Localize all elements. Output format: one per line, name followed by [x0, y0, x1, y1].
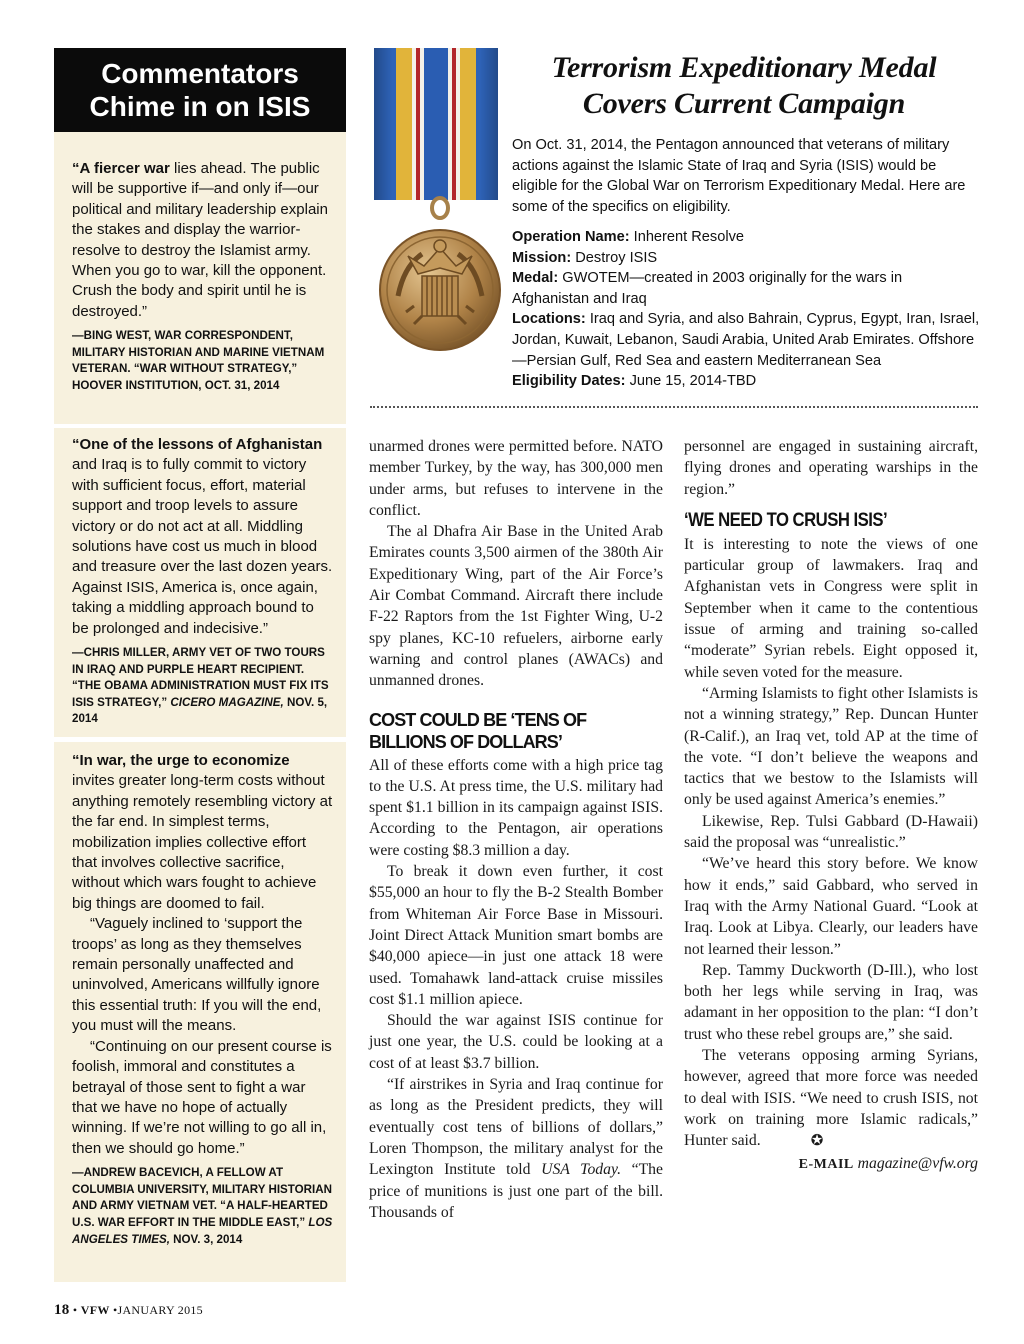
spec-label: Medal:: [512, 270, 559, 287]
spec-medal: [512, 268, 982, 309]
spec-value: Iraq and Syria, and also Bahrain, Cyprus, Egypt, Iran, Israel, Jordan, Kuwait, Lebanon, Saudi Arabia, United Arab Emirates. Offshore—Persian Gulf, Red Sea and eastern Mediterranean Sea: [512, 311, 980, 369]
email-address-link[interactable]: magazine@vfw.org: [857, 1154, 978, 1172]
paragraph-text: “The price of munitions is just one part of the bill. Thousands of: [369, 1161, 663, 1221]
medal-article-title: [510, 50, 978, 122]
spec-operation-name: [512, 227, 982, 248]
paragraph-text: “If airstrikes in Syria and Iraq continue for as long as the President predicts, they will eventually cost tens of billions of dollars,” Loren Thompson, the military analyst for the Lexington Institute told: [369, 1076, 663, 1179]
publication-name: LOS ANGELES TIMES,: [72, 1215, 333, 1246]
sidebar-title-line1: Commentators: [101, 58, 299, 89]
attribution-text: —CHRIS MILLER, ARMY VET OF TWO TOURS IN IRAQ AND PURPLE HEART RECIPIENT. “THE OBAMA ADMINISTRATION MUST FIX ITS ISIS STRATEGY,”: [72, 646, 329, 709]
attribution-date: NOV. 5, 2014: [72, 695, 328, 726]
article-paragraph: The al Dhafra Air Base in the United Arab Emirates counts 3,500 airmen of the 380th Air Expeditionary Wing, part of the Air Force’s Air Combat Command. Aircraft there include F-22 Raptors from the 1st Fighter Wing, U-2 spy planes, KC-10 refuelers, airborne early warning and control planes (AWACs) and unmanned drones.: [369, 523, 663, 690]
quote-lead: “A fiercer war: [72, 160, 170, 177]
quote-lead: “In war, the urge to economize: [72, 752, 290, 769]
quote-text: [72, 435, 334, 639]
page-number: 18: [54, 1302, 70, 1318]
article-paragraph: To break it down even further, it cost $55,000 an hour to fly the B-2 Stealth Bomber from Whiteman Air Force Base in Missouri. Joint Direct Attack Munition smart bombs are $40,000 apiece—in just one attack 18 were used. Tomahawk land-attack cruise missiles cost $1.1 million apiece.: [369, 863, 663, 1008]
subhead-crush-isis: ‘WE NEED TO CRUSH ISIS’: [684, 509, 888, 531]
quote-attribution: [72, 1165, 334, 1248]
attribution-date: NOV. 3, 2014: [169, 1232, 243, 1246]
publication-name: CICERO MAGAZINE,: [167, 695, 284, 709]
article-paragraph: “We’ve heard this story before. We know how it ends,” said Gabbard, who served in Iraq with the Army National Guard. “Look at Iraq. Look at Libya. Clearly, our leaders have not learned their lesson.”: [684, 855, 978, 958]
email-contact: [684, 1153, 978, 1175]
medal-image: [378, 196, 502, 372]
spec-value: Destroy ISIS: [571, 249, 658, 266]
article-paragraph: “Arming Islamists to fight other Islamists is not a winning strategy,” Rep. Duncan Hunter (R-Calif.), an Iraq vet, told AP at the time of the vote. “I don’t believe the weapons and tactics that we bestow to the Islamists will only be used against America’s enemies.”: [684, 684, 978, 809]
spec-value: June 15, 2014-TBD: [625, 373, 757, 390]
attribution-text: —ANDREW BACEVICH, A FELLOW AT COLUMBIA UNIVERSITY, MILITARY HISTORIAN AND ARMY VIETNAM VET. “A HALF-HEARTED U.S. WAR EFFORT IN THE MIDDLE EAST,”: [72, 1166, 333, 1229]
spec-locations: [512, 309, 982, 371]
spec-label: Operation Name:: [512, 229, 630, 245]
end-mark-icon: ✪: [810, 1131, 824, 1150]
article-paragraph: It is interesting to note the views of one particular group of lawmakers. Iraq and Afghanistan vets in Congress were split in September when it came to the contentious issue of arming and training so-called “moderate” Syrian rebels. Eight opposed it, while seven voted for the measure.: [684, 535, 978, 681]
article-paragraph: Should the war against ISIS continue for just one year, the U.S. could be looking at a cost of at least $3.7 billion.: [369, 1012, 663, 1072]
sidebar-title-line2: Chime in on ISIS: [89, 91, 311, 122]
quote-body: invites greater long-term costs without anything remotely resembling victory at the far end. In simplest terms, mobilization implies collective effort that involves collective sacrifice, without which wars fought to achieve big things are doomed to fail.: [72, 772, 333, 912]
folio-separator: •: [112, 1303, 118, 1317]
spec-value: GWOTEM—created in 2003 originally for the wars in Afghanistan and Iraq: [512, 270, 903, 307]
spec-label: Eligibility Dates:: [512, 373, 626, 390]
subhead-cost: COST COULD BE ‘TENS OF BILLIONS OF DOLLARS’: [369, 709, 587, 752]
email-label: E-MAIL: [798, 1156, 854, 1172]
sidebar-quote-box-3: [54, 742, 346, 1282]
sidebar-title: [54, 48, 346, 132]
quote-text: [72, 751, 334, 914]
quote-attribution: [72, 328, 334, 394]
article-paragraph: personnel are engaged in sustaining aircraft, flying drones and operating warships in the region.”: [684, 438, 978, 498]
publication-name: USA Today.: [541, 1161, 622, 1179]
article-column-1: [369, 436, 663, 1223]
medal-title-line1: Terrorism Expeditionary Medal: [551, 51, 937, 84]
article-paragraph: [684, 1045, 978, 1151]
spec-mission: [512, 248, 982, 269]
article-paragraph: Likewise, Rep. Tulsi Gabbard (D-Hawaii) said the proposal was “unrealistic.”: [684, 812, 978, 852]
eligibility-specs: [512, 227, 982, 392]
article-paragraph: unarmed drones were permitted before. NATO member Turkey, by the way, has 300,000 men under arms, but refuses to intervene in the conflict.: [369, 438, 663, 519]
spec-value: Inherent Resolve: [629, 229, 744, 245]
sidebar-quote-box-1: [54, 132, 346, 424]
section-divider: [370, 406, 978, 408]
spec-label: Locations:: [512, 311, 586, 328]
quote-paragraph: “Vaguely inclined to ‘support the troops’ as long as they themselves remain personally unaffected and uninvolved, Americans willfully ignore this essential truth: If you will the end, you must will the means.: [72, 915, 322, 1035]
sidebar-quote-box-2: [54, 428, 346, 737]
article-column-2: [684, 436, 978, 1175]
paragraph-text: The veterans opposing arming Syrians, however, agreed that more force was needed to deal with ISIS. “We need to crush ISIS, not work on training more Islamic radicals,” Hunter said.: [684, 1047, 978, 1150]
page-folio: [54, 1302, 203, 1319]
quote-body: lies ahead. The public will be supportive if—and only if—our political and military leadership explain the stakes and display the warrior-resolve to destroy the Islamist army. When you go to war, kill the opponent. Crush the body and spirit until he is destroyed.”: [72, 160, 328, 320]
quote-paragraph: “Continuing on our present course is foolish, immoral and constitutes a betrayal of those sent to fight a war that we have no hope of actually winning. If we’re not willing to go all in, then we should go home.”: [72, 1037, 332, 1157]
spec-label: Mission:: [512, 249, 572, 266]
attribution-text: —BING WEST, WAR CORRESPONDENT, MILITARY HISTORIAN AND MARINE VIETNAM VETERAN. “WAR WITHOUT STRATEGY,” HOOVER INSTITUTION, OCT. 31, 2014: [72, 329, 325, 393]
folio-separator: •: [72, 1303, 78, 1317]
quote-lead: “One of the lessons of Afghanistan: [72, 436, 323, 453]
quote-text: [72, 159, 334, 322]
article-paragraph: Rep. Tammy Duckworth (D-Ill.), who lost both her legs while serving in Iraq, was adamant in her opposition to the plan: “I don’t trust who these rebel groups are,” she said.: [684, 961, 978, 1043]
quote-attribution: [72, 645, 334, 728]
issue-date: JANUARY 2015: [117, 1303, 203, 1317]
medal-article-intro: On Oct. 31, 2014, the Pentagon announced that veterans of military actions against the Islamic State of Iraq and Syria (ISIS) would be eligible for the Global War on Terrorism Expeditionary Medal. Here are some of the specifics on eligibility.: [512, 137, 966, 215]
article-paragraph: All of these efforts come with a high price tag to the U.S. At press time, the U.S. military had spent $1.1 billion in its campaign against ISIS. According to the Pentagon, air operations were costing $8.3 million a day.: [369, 756, 663, 859]
spec-eligibility-dates: [512, 371, 982, 392]
magazine-name: VFW: [80, 1303, 110, 1317]
article-paragraph: [369, 1074, 663, 1223]
medal-ribbon-image: [374, 48, 498, 200]
medal-title-line2: Covers Current Campaign: [582, 87, 906, 120]
quote-body: and Iraq is to fully commit to victory with sufficient focus, effort, material support and troop levels to assure victory or do not act at all. Middling solutions have cost us much in blood and treasure over the last dozen years. Against ISIS, America is, once again, taking a middling approach bound to be prolonged and indecisive.”: [72, 456, 333, 637]
